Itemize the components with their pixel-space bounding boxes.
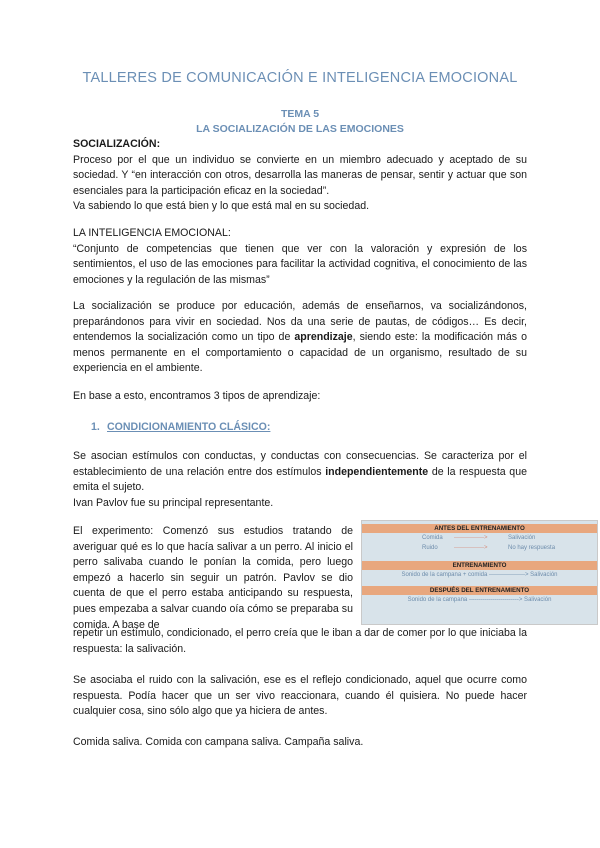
figure-row1-left: Comida	[422, 535, 443, 541]
figure-row1-right: Salivación	[508, 535, 536, 541]
socializacion-note: Va sabiendo lo que está bien y lo que está mal en su sociedad.	[73, 200, 370, 213]
paragraph3-text: Se asociaba el ruido con la salivación, ese es el reflejo condicionado, aquel que ocurre como respuesta. Podía hacer que un ser vivo reaccionara, cuando él quisiera. No puede hacer cualquier cosa, sino sólo algo que ya hiciera de antes.	[73, 674, 527, 718]
document-title: TALLERES DE COMUNICACIÓN E INTELIGENCIA EMOCIONAL	[82, 70, 518, 86]
figure-row2-arrow: --------------->	[454, 545, 488, 551]
socializacion-definition: Proceso por el que un individuo se convierte en un miembro adecuado y aceptado de su sociedad. Y “en interacción con otros, desarrolla las maneras de pensar, sentir y actuar que son esenciales para la participación eficaz en la sociedad”.	[73, 153, 527, 197]
paragraph2-text: En base a esto, encontramos 3 tipos de aprendizaje:	[73, 390, 321, 402]
paragraph-tipos	[73, 389, 527, 405]
paragraph1-before: La socialización se produce por educación, además de enseñarnos, va socializándonos, preparándonos para vivir en sociedad. Nos da una serie de pautas, de códigos… Es decir, entendemos la socialización como un tipo de	[73, 300, 527, 344]
figure-row-2	[362, 543, 597, 553]
section-heading-1	[91, 421, 270, 433]
inteligencia-definition: “Conjunto de competencias que tienen que ver con la valoración y expresión de los sentimientos, el uso de las emociones para facilitar la actividad cognitiva, el conocimiento de las emociones y la regulación de las mismas”	[73, 242, 527, 286]
experiment-continuation: repetir un estímulo, condicionado, el perro creía que le iban a dar de comer por lo que iniciaba la respuesta: la salivación.	[73, 627, 527, 655]
section-number: 1.	[91, 421, 100, 433]
paragraph1-bold: aprendizaje	[294, 331, 353, 344]
experiment-continuation-block	[73, 626, 527, 657]
inteligencia-block	[73, 226, 527, 288]
experiment-text: El experimento: Comenzó sus estudios tratando de averiguar qué es lo que hacía salivar a un perro. Al inicio el perro salivaba cuando le ponían la comida, pero luego empezó a hacerlo sin seguir un patrón. Pavlov se dio cuenta de que el perro estaba anticipando su respuesta, pues empezaba a salvar cuando oía cómo se preparaba su comida. A base de	[73, 525, 353, 631]
figure-before-label: ANTES DEL ENTRENAMIENTO	[362, 524, 597, 533]
paragraph4-text: Comida saliva. Comida con campana saliva. Campaña saliva.	[73, 736, 364, 748]
classic-after: de la respuesta que emita el sujeto.	[73, 465, 527, 494]
experiment-block	[73, 524, 353, 633]
classic-before: Se asocian estímulos con conductas, y conductas con consecuencias. Se caracteriza por el establecimiento de una relación entre dos estímulos	[73, 450, 527, 478]
paragraph-aprendizaje	[73, 299, 527, 377]
paragraph1-after: , siendo este: la modificación más o menos permanente en el comportamiento o capacidad de un organismo, resultado de su experiencia en el ambiente.	[73, 331, 527, 375]
tema-number: TEMA 5	[280, 108, 320, 120]
figure-after-label: DESPUÉS DEL ENTRENAMIENTO	[362, 586, 597, 595]
socializacion-block	[73, 137, 527, 215]
figure-row-1	[362, 533, 597, 543]
figure-row2-right: No hay respuesta	[508, 545, 556, 551]
section-label: CONDICIONAMIENTO CLÁSICO:	[107, 421, 271, 433]
document-subtitle: LA SOCIALIZACIÓN DE LAS EMOCIONES	[196, 123, 404, 135]
paragraph-reflejo	[73, 673, 527, 720]
figure-row1-arrow: --------------->	[454, 535, 488, 541]
figure-training-label: ENTRENAMIENTO	[362, 561, 597, 570]
figure-row2-left: Ruido	[422, 545, 438, 551]
figure-after-row: Sonido de la campana -------------------------> Salivación	[407, 597, 552, 603]
paragraph-summary	[73, 735, 527, 751]
classic-pavlov: Ivan Pavlov fue su principal representante.	[73, 496, 274, 509]
socializacion-heading: SOCIALIZACIÓN:	[73, 138, 161, 150]
figure-training-row: Sonido de la campana + comida ------------------> Salivación	[401, 572, 558, 578]
classic-bold: independientemente	[325, 465, 429, 478]
classic-block	[73, 449, 527, 511]
training-figure	[361, 520, 598, 625]
inteligencia-heading: LA INTELIGENCIA EMOCIONAL:	[73, 227, 231, 239]
